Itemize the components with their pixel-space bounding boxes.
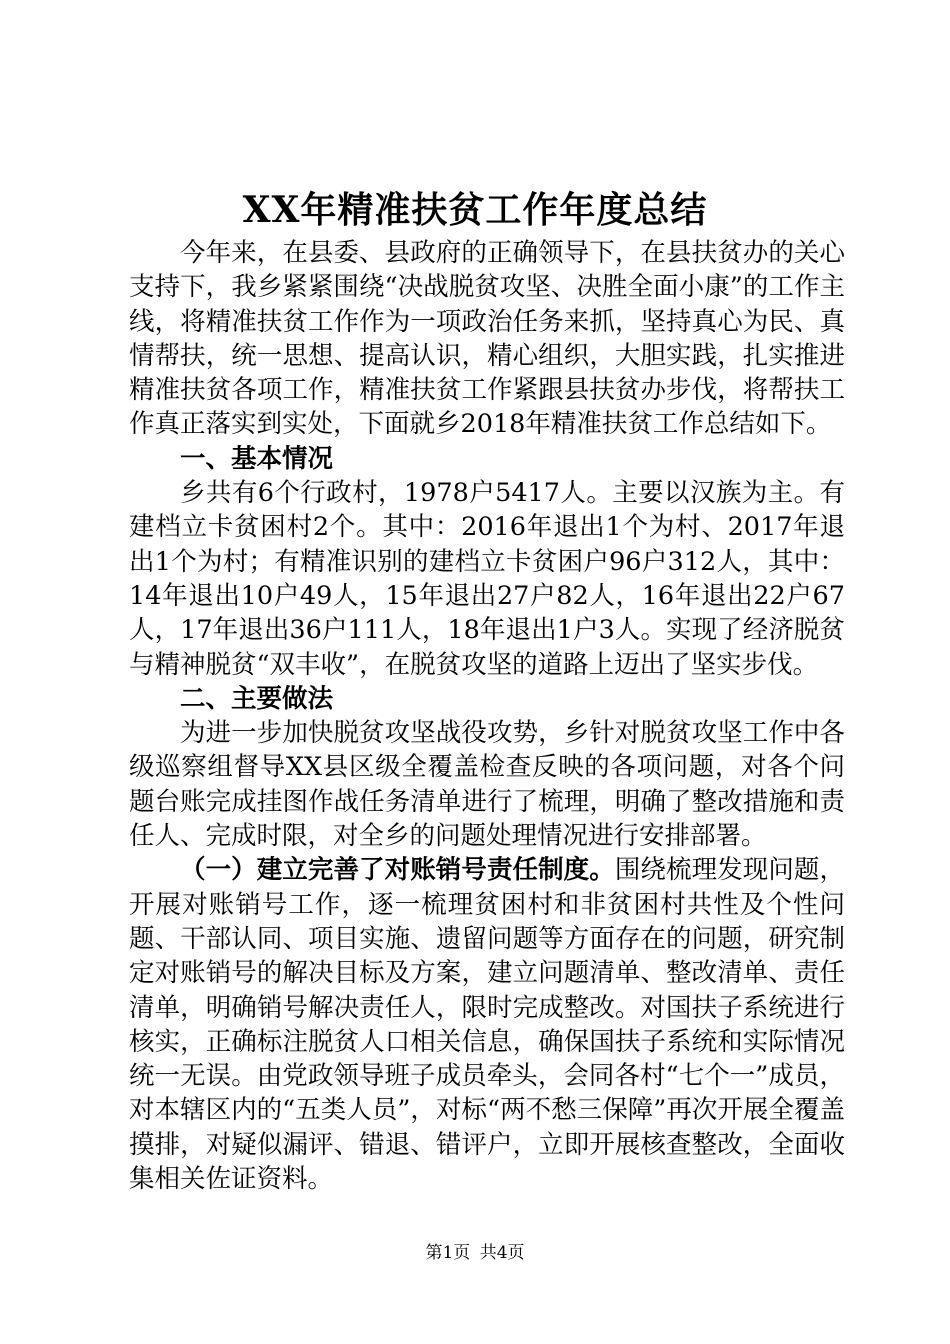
page-footer [0, 1241, 950, 1265]
main-methods-paragraph: 为进一步加快脱贫攻坚战役攻势，乡针对脱贫攻坚工作中各级巡察组督导XX县区级全覆盖检查反映的各项问题，对各个问题台账完成挂图作战任务清单进行了梳理，明确了整改措施和责任人、完成时限，对全乡的问题处理情况进行安排部署。 [129, 718, 845, 852]
subsection-lead-1: （一）建立完善了对账销号责任制度。 [180, 855, 615, 886]
document-body [129, 236, 845, 1196]
basic-info-paragraph: 乡共有6个行政村，1978户5417人。主要以汉族为主。有建档立卡贫困村2个。其中：2016年退出1个为村、2017年退出1个为村；有精准识别的建档立卡贫困户96户312人，其中：14年退出10户49人，15年退出27户82人，16年退出22户67人，17年退出36户111人，18年退出1户3人。实现了经济脱贫与精神脱贫“双丰收”，在脱贫攻坚的道路上迈出了坚实步伐。 [129, 478, 845, 680]
intro-paragraph: 今年来，在县委、县政府的正确领导下，在县扶贫办的关心支持下，我乡紧紧围绕“决战脱贫攻坚、决胜全面小康”的工作主线，将精准扶贫工作作为一项政治任务来抓，坚持真心为民、真情帮扶，统一思想、提高认识，精心组织，大胆实践，扎实推进精准扶贫各项工作，精准扶贫工作紧跟县扶贫办步伐，将帮扶工作真正落实到实处，下面就乡2018年精准扶贫工作总结如下。 [129, 238, 845, 440]
page-number: 第1页 [425, 1243, 471, 1263]
section-heading-basic-info: 一、基本情况 [180, 443, 334, 474]
document-title: XX年精准扶贫工作年度总结 [242, 189, 708, 231]
subsection-text-1: 围绕梳理发现问题，开展对账销号工作，逐一梳理贫困村和非贫困村共性及个性问题、干部认同、项目实施、遗留问题等方面存在的问题，研究制定对账销号的解决目标及方案，建立问题清单、整改清单、责任清单，明确销号解决责任人，限时完成整改。对国扶子系统进行核实，正确标注脱贫人口相关信息，确保国扶子系统和实际情况统一无误。由党政领导班子成员牵头，会同各村“七个一”成员，对本辖区内的“五类人员”，对标“两不愁三保障”再次开展全覆盖摸排，对疑似漏评、错退、错评户，立即开展核查整改，全面收集相关佐证资料。 [129, 855, 845, 1195]
page-total: 共4页 [479, 1243, 525, 1263]
section-heading-main-methods: 二、主要做法 [180, 683, 334, 714]
subsection-paragraph-1 [129, 853, 845, 1196]
